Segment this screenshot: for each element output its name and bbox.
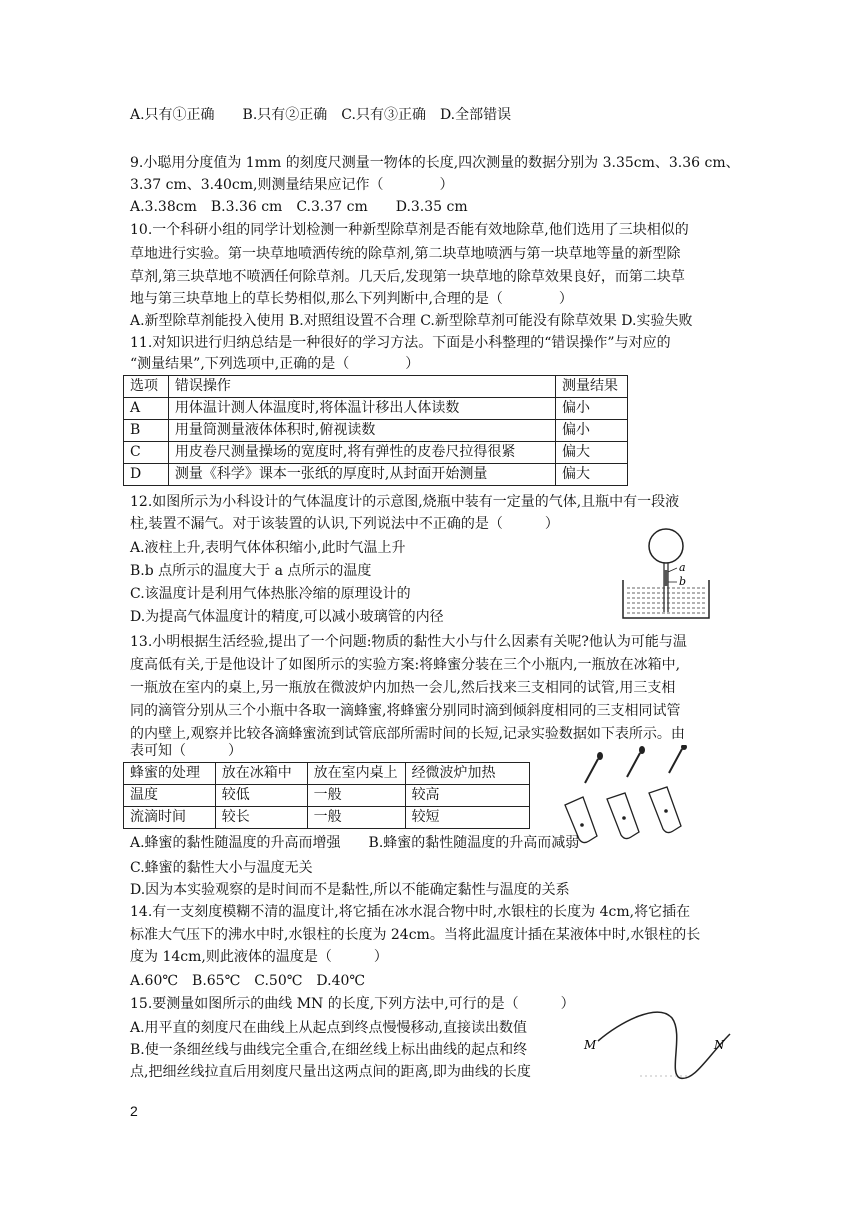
gas-thermometer-figure [615,526,715,622]
q14-stem-line: 14.有一支刻度模糊不清的温度计,将它插在冰水混合物中时,水银柱的长度为 4cm,将它插在 [130,904,691,920]
q15-option-a: A.用平直的刻度尺在曲线上从起点到终点慢慢移动,直接读出数值 [130,1020,528,1036]
table-cell: 较高 [405,785,529,807]
q15-option-b: B.使一条细丝线与曲线完全重合,在细丝线上标出曲线的起点和终 [130,1042,528,1058]
table-cell: 经微波炉加热 [405,763,529,785]
table-cell: 用体温计测人体温度时,将体温计移出人体读数 [168,398,555,420]
q13-stem-line: 的内壁上,观察并比较各滴蜂蜜流到试管底部所需时间的长短,记录实验数据如下表所示。由 [130,726,685,742]
table-cell: 较长 [215,807,307,829]
q11-stem-line: 11.对知识进行归纳总结是一种很好的学习方法。下面是小科整理的“错误操作”与对应的 [130,335,671,351]
q10-stem-line: 10.一个科研小组的同学计划检测一种新型除草剂是否能有效地除草,他们选用了三块相似的 [130,222,689,238]
q9-stem-line: 3.37 cm、3.40cm,则测量结果应记作（ ） [130,177,454,193]
table-cell: 一般 [307,785,405,807]
table-row [124,420,628,442]
page-number: 2 [130,1103,138,1119]
table-cell: 用皮卷尺测量操场的宽度时,将有弹性的皮卷尺拉得很紧 [168,442,555,464]
table-header-cell: 测量结果 [556,376,628,398]
table-cell: B [124,420,169,442]
q10-options: A.新型除草剂能投入使用 B.对照组设置不合理 C.新型除草剂可能没有除草效果 D.实验失败 [130,313,693,329]
q12-option-d: D.为提高气体温度计的精度,可以减小玻璃管的内径 [130,609,444,625]
q12-option-b: B.b 点所示的温度大于 a 点所示的温度 [130,563,372,579]
q13-stem-line: 表可知（ ） [130,743,242,759]
table-cell: 温度 [124,785,216,807]
q12-option-a: A.液柱上升,表明气体体积缩小,此时气温上升 [130,540,406,556]
q9-options: A.3.38cm B.3.36 cm C.3.37 cm D.3.35 cm [130,199,468,215]
q13-stem-line: 度高低有关,于是他设计了如图所示的实验方案:将蜂蜜分装在三个小瓶内,一瓶放在冰箱中, [130,657,681,673]
q10-stem-line: 草地进行实验。第一块草地喷洒传统的除草剂,第二块草地喷洒与第一块草地等量的新型除 [130,246,681,262]
table-row [124,464,628,486]
table-cell: 用量筒测量液体体积时,俯视读数 [168,420,555,442]
q12-stem-line: 柱,装置不漏气。对于该装置的认识,下列说法中不正确的是（ ） [130,516,559,532]
curve-label-m: M [584,1038,597,1052]
table-cell: 偏大 [556,464,628,486]
curve-mn-figure [580,1004,740,1086]
table-row [124,807,530,829]
table-cell: 偏小 [556,420,628,442]
table-cell: 偏小 [556,398,628,420]
figure-label-b: b [679,575,687,588]
table-row [124,785,530,807]
q13-stem-line: 同的滴管分别从三个小瓶中各取一滴蜂蜜,将蜂蜜分别同时滴到倾斜度相同的三支相同试管 [130,703,681,719]
honey-test-tubes-figure [555,745,705,845]
q13-table [123,762,530,829]
table-header-row [124,376,628,398]
table-row [124,763,530,785]
table-cell: 蜂蜜的处理 [124,763,216,785]
q15-stem-line: 15.要测量如图所示的曲线 MN 的长度,下列方法中,可行的是（ ） [130,996,575,1012]
table-cell: C [124,442,169,464]
table-cell: 测量《科学》课本一张纸的厚度时,从封面开始测量 [168,464,555,486]
q10-stem-line: 地与第三块草地上的草长势相似,那么下列判断中,合理的是（ ） [130,291,573,307]
q13-stem-line: 13.小明根据生活经验,提出了一个问题:物质的黏性大小与什么因素有关呢?他认为可能与温 [130,634,687,650]
q13-option-c: C.蜂蜜的黏性大小与温度无关 [130,860,313,876]
q12-option-c: C.该温度计是利用气体热胀冷缩的原理设计的 [130,586,411,602]
q12-stem-line: 12.如图所示为小科设计的气体温度计的示意图,烧瓶中装有一定量的气体,且瓶中有一段液 [130,494,680,510]
table-cell: 流滴时间 [124,807,216,829]
table-row [124,442,628,464]
table-cell: D [124,464,169,486]
table-cell: 放在冰箱中 [215,763,307,785]
table-row [124,398,628,420]
table-cell: 放在室内桌上 [307,763,405,785]
q14-stem-line: 标准大气压下的沸水中时,水银柱的长度为 24cm。当将此温度计插在某液体中时,水银柱的长 [130,927,701,943]
q9-stem-line: 9.小聪用分度值为 1mm 的刻度尺测量一物体的长度,四次测量的数据分别为 3.35cm、3.36 cm、 [130,155,740,171]
table-header-cell: 错误操作 [168,376,555,398]
q10-stem-line: 草剂,第三块草地不喷洒任何除草剂。几天后,发现第一块草地的除草效果良好，而第二块草 [130,269,685,285]
q8-options: A.只有①正确 B.只有②正确 C.只有③正确 D.全部错误 [130,107,512,123]
q13-option-ab: A.蜂蜜的黏性随温度的升高而增强 B.蜂蜜的黏性随温度的升高而减弱 [130,835,580,851]
figure-label-a: a [679,561,686,574]
curve-label-n: N [714,1038,725,1052]
q15-option-b-cont: 点,把细丝线拉直后用刻度尺量出这两点间的距离,即为曲线的长度 [130,1064,531,1080]
q13-option-d: D.因为本实验观察的是时间而不是黏性,所以不能确定黏性与温度的关系 [130,882,570,898]
q14-options: A.60℃ B.65℃ C.50℃ D.40℃ [130,973,366,989]
q11-table [123,375,628,486]
table-cell: 较低 [215,785,307,807]
q13-stem-line: 一瓶放在室内的桌上,另一瓶放在微波炉内加热一会儿,然后找来三支相同的试管,用三支相 [130,680,676,696]
q11-stem-line: “测量结果”,下列选项中,正确的是（ ） [130,356,420,372]
table-header-cell: 选项 [124,376,169,398]
table-cell: A [124,398,169,420]
table-cell: 一般 [307,807,405,829]
table-cell: 偏大 [556,442,628,464]
q14-stem-line: 度为 14cm,则此液体的温度是（ ） [130,949,388,965]
table-cell: 较短 [405,807,529,829]
